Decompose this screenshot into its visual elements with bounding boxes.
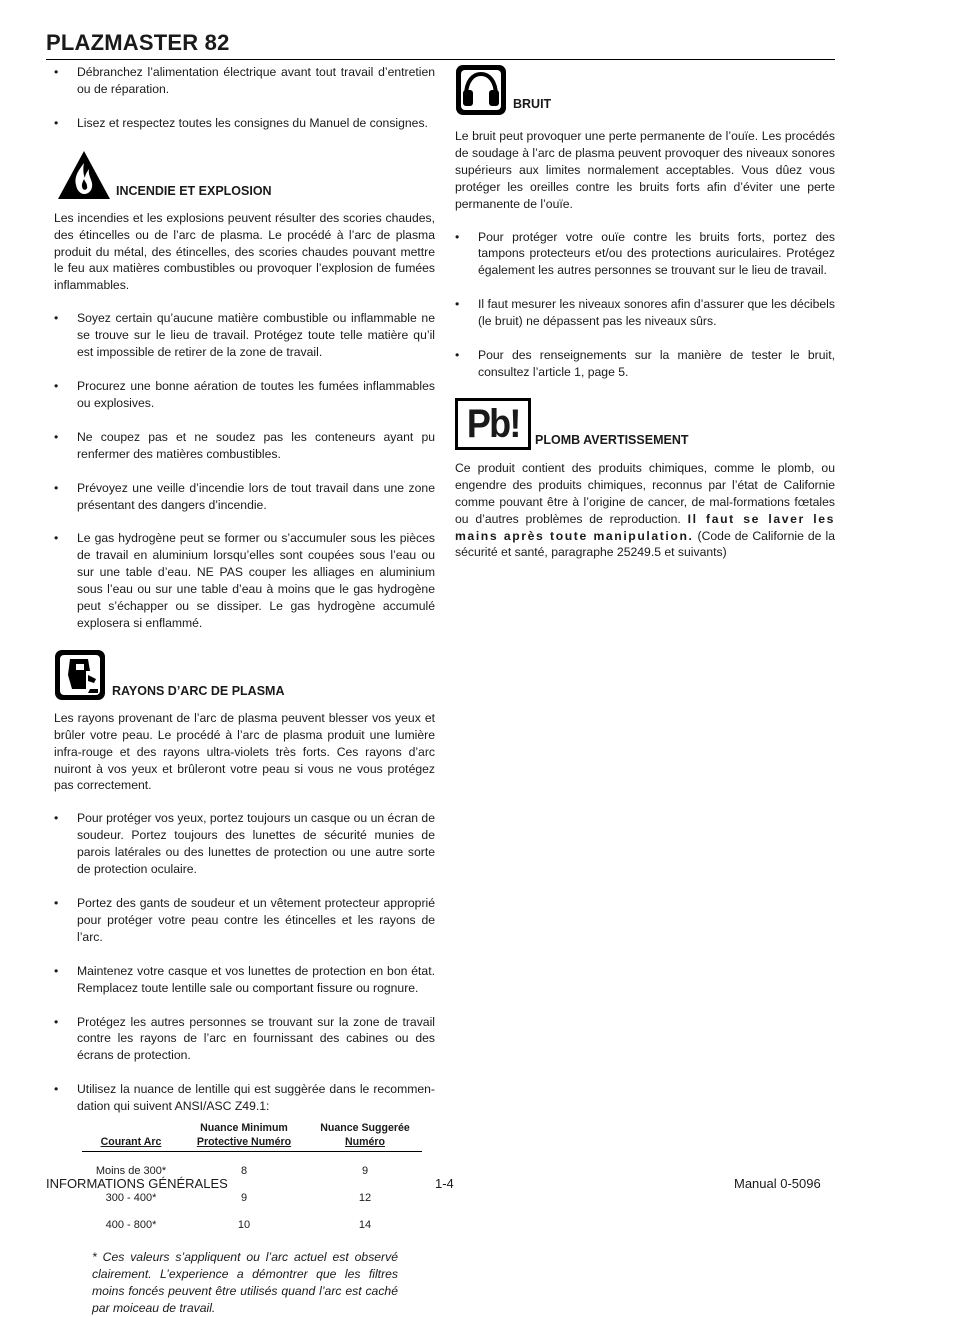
list-item: • Utilisez la nuance de lentille qui est suggèrée dans le recommen-dation qui suivent ANSI/ASC Z49.1: [54, 1081, 435, 1115]
welding-helmet-icon [54, 649, 106, 701]
right-column [455, 64, 835, 561]
lead-emphasis: Il faut se laver les mains après toute manipulation. [455, 511, 836, 543]
list-item: • Soyez certain qu’aucune matière combustible ou inflammable ne se trouve sur le lieu de travail. Protégez toute telle matière qu’il est impossible de retirer de la zone de travail. [54, 310, 435, 361]
table-header: Nuance Minimum Protective Numéro [196, 1122, 292, 1149]
footer-page-number: 1-4 [435, 1176, 454, 1191]
fire-hazard-heading [54, 149, 435, 201]
list-item: • Prévoyez une veille d’incendie lors de tout travail dans une zone présentant des dangers d’incendie. [54, 480, 435, 514]
list-item: • Maintenez votre casque et vos lunettes de protection en bon état. Remplacez toute lentille sale ou comportant fissure ou rognure. [54, 963, 435, 997]
list-item: • Pour des renseignements sur la manière de tester le bruit, consultez l’article 1, page 5. [455, 347, 835, 381]
list-item: • Lisez et respectez toutes les consignes du Manuel de consignes. [54, 115, 435, 132]
header-rule [46, 59, 835, 60]
section-title: BRUIT [513, 97, 552, 112]
table-header: Courant Arc [100, 1136, 162, 1149]
section-title: INCENDIE ET EXPLOSION [116, 183, 272, 198]
table-footnote: * Ces valeurs s’appliquent ou l’arc actuel est observé clairement. L’experience a démontrer que les filtres moins foncés peuvent être utilisés quand l’arc est caché par moiceau de travail. [92, 1249, 398, 1315]
left-column [54, 64, 435, 1317]
table-row: 400 - 800* 10 14 [105, 1218, 372, 1231]
table-row: Moins de 300* 8 9 [95, 1165, 369, 1178]
list-item: • Portez des gants de soudeur et un vêtement protecteur approprié pour protéger votre peau contre les étincelles et les rayons de l’arc. [54, 895, 435, 946]
arc-bullets [54, 810, 435, 1115]
list-item: • Procurez une bonne aération de toutes les fumées inflammables ou explosives. [54, 378, 435, 412]
lead-paragraph: Ce produit contient des produits chimiques, comme le plomb, ou engendre des produits chimiques, reconnus par l’état de Californie comme pouvant être à l’origine de cancer, de mal-formations fœtales ou d’autres problèmes de reproduction. Il faut se laver les mains après toute manipulation. (Code de Californie de la sécurité et santé, paragraphe 25249.5 et suivants) [455, 460, 836, 560]
list-item: • Pour protéger votre ouïe contre les bruits forts, portez des tampons protecteurs et/ou des protections auriculaires. Protégez également les autres personnes se trouvant sur le lieu de travail. [455, 229, 835, 280]
fire-paragraph: Les incendies et les explosions peuvent résulter des scories chaudes, des étincelles ou de l’arc de plasma. Le procédé à l’arc de plasma produit du métal, des étincelles, des scories chaudes pouvant mettre le feu aux matières combustibles ou provoquer l’explosion de fumées inflammables. [54, 210, 435, 293]
list-item: • Il faut mesurer les niveaux sonores afin d’assurer que les décibels (le bruit) ne dépassent pas les niveaux sûrs. [455, 296, 835, 330]
noise-paragraph: Le bruit peut provoquer une perte permanente de l’ouïe. Les procédés de soudage à l’arc de plasma peuvent provoquer des niveaux sonores supérieurs aux limites normalement acceptables. Vous dûez vous protéger les oreilles contre les bruits forts afin d’éviter une perte permanente de l’ouïe. [455, 129, 835, 211]
page-title: PLAZMASTER 82 [46, 30, 230, 55]
noise-heading [455, 64, 835, 116]
list-item: • Débranchez l’alimentation électrique avant tout travail d’entretien ou de réparation. [54, 64, 435, 98]
list-item: • Protégez les autres personnes se trouvant sur la zone de travail contre les rayons de l’arc en fournissant des cabines ou des écrans de protection. [54, 1014, 435, 1065]
footer-manual-number: Manual 0-5096 [734, 1176, 821, 1191]
fire-bullets [54, 310, 435, 632]
list-item: • Ne coupez pas et ne soudez pas les conteneurs ayant pu renfermer des matières combustibles. [54, 429, 435, 463]
lead-heading [455, 398, 835, 450]
list-item: • Le gas hydrogène peut se former ou s’accumuler sous les pièces de travail en aluminium lorsqu’elles sont coupées sous l’eau ou sur une table d’eau. NE PAS couper les alliages en aluminium sous l’eau ou sur une table d’eau à moins que le gas hydrogène peut s’échapper ou se dissiper. Le gas hydrogène accumulé explosera si enflammé. [54, 530, 435, 631]
lead-warning-icon [455, 398, 531, 450]
table-header: Nuance Suggerée Numéro [320, 1122, 410, 1149]
ear-protection-icon [455, 64, 507, 116]
intro-bullets [54, 64, 435, 132]
noise-bullets [455, 229, 835, 381]
arc-paragraph: Les rayons provenant de l’arc de plasma peuvent blesser vos yeux et brûler votre peau. Le procédé à l’arc de plasma produit une lumière infra-rouge et des rayons ultra-violets très forts. Ces rayons d’arc nuiront à vos yeux et brûleront votre peau si vous ne vous protégez pas correctement. [54, 710, 435, 793]
section-title: PLOMB AVERTISSEMENT [535, 432, 689, 447]
arc-rays-heading [54, 649, 435, 701]
section-title: RAYONS D’ARC DE PLASMA [112, 683, 285, 698]
lead-icon-label: Pb! [466, 401, 520, 446]
table-row: 300 - 400* 9 12 [105, 1191, 372, 1204]
footer-section-name: INFORMATIONS GÉNÉRALES [46, 1176, 228, 1191]
fire-hazard-icon [54, 149, 110, 201]
list-item: • Pour protéger vos yeux, portez toujours un casque ou un écran de soudeur. Portez toujours des lunettes de sécurité munies de parois latérales ou des lunettes de protection ou une autre sorte de protection oculaire. [54, 810, 435, 878]
